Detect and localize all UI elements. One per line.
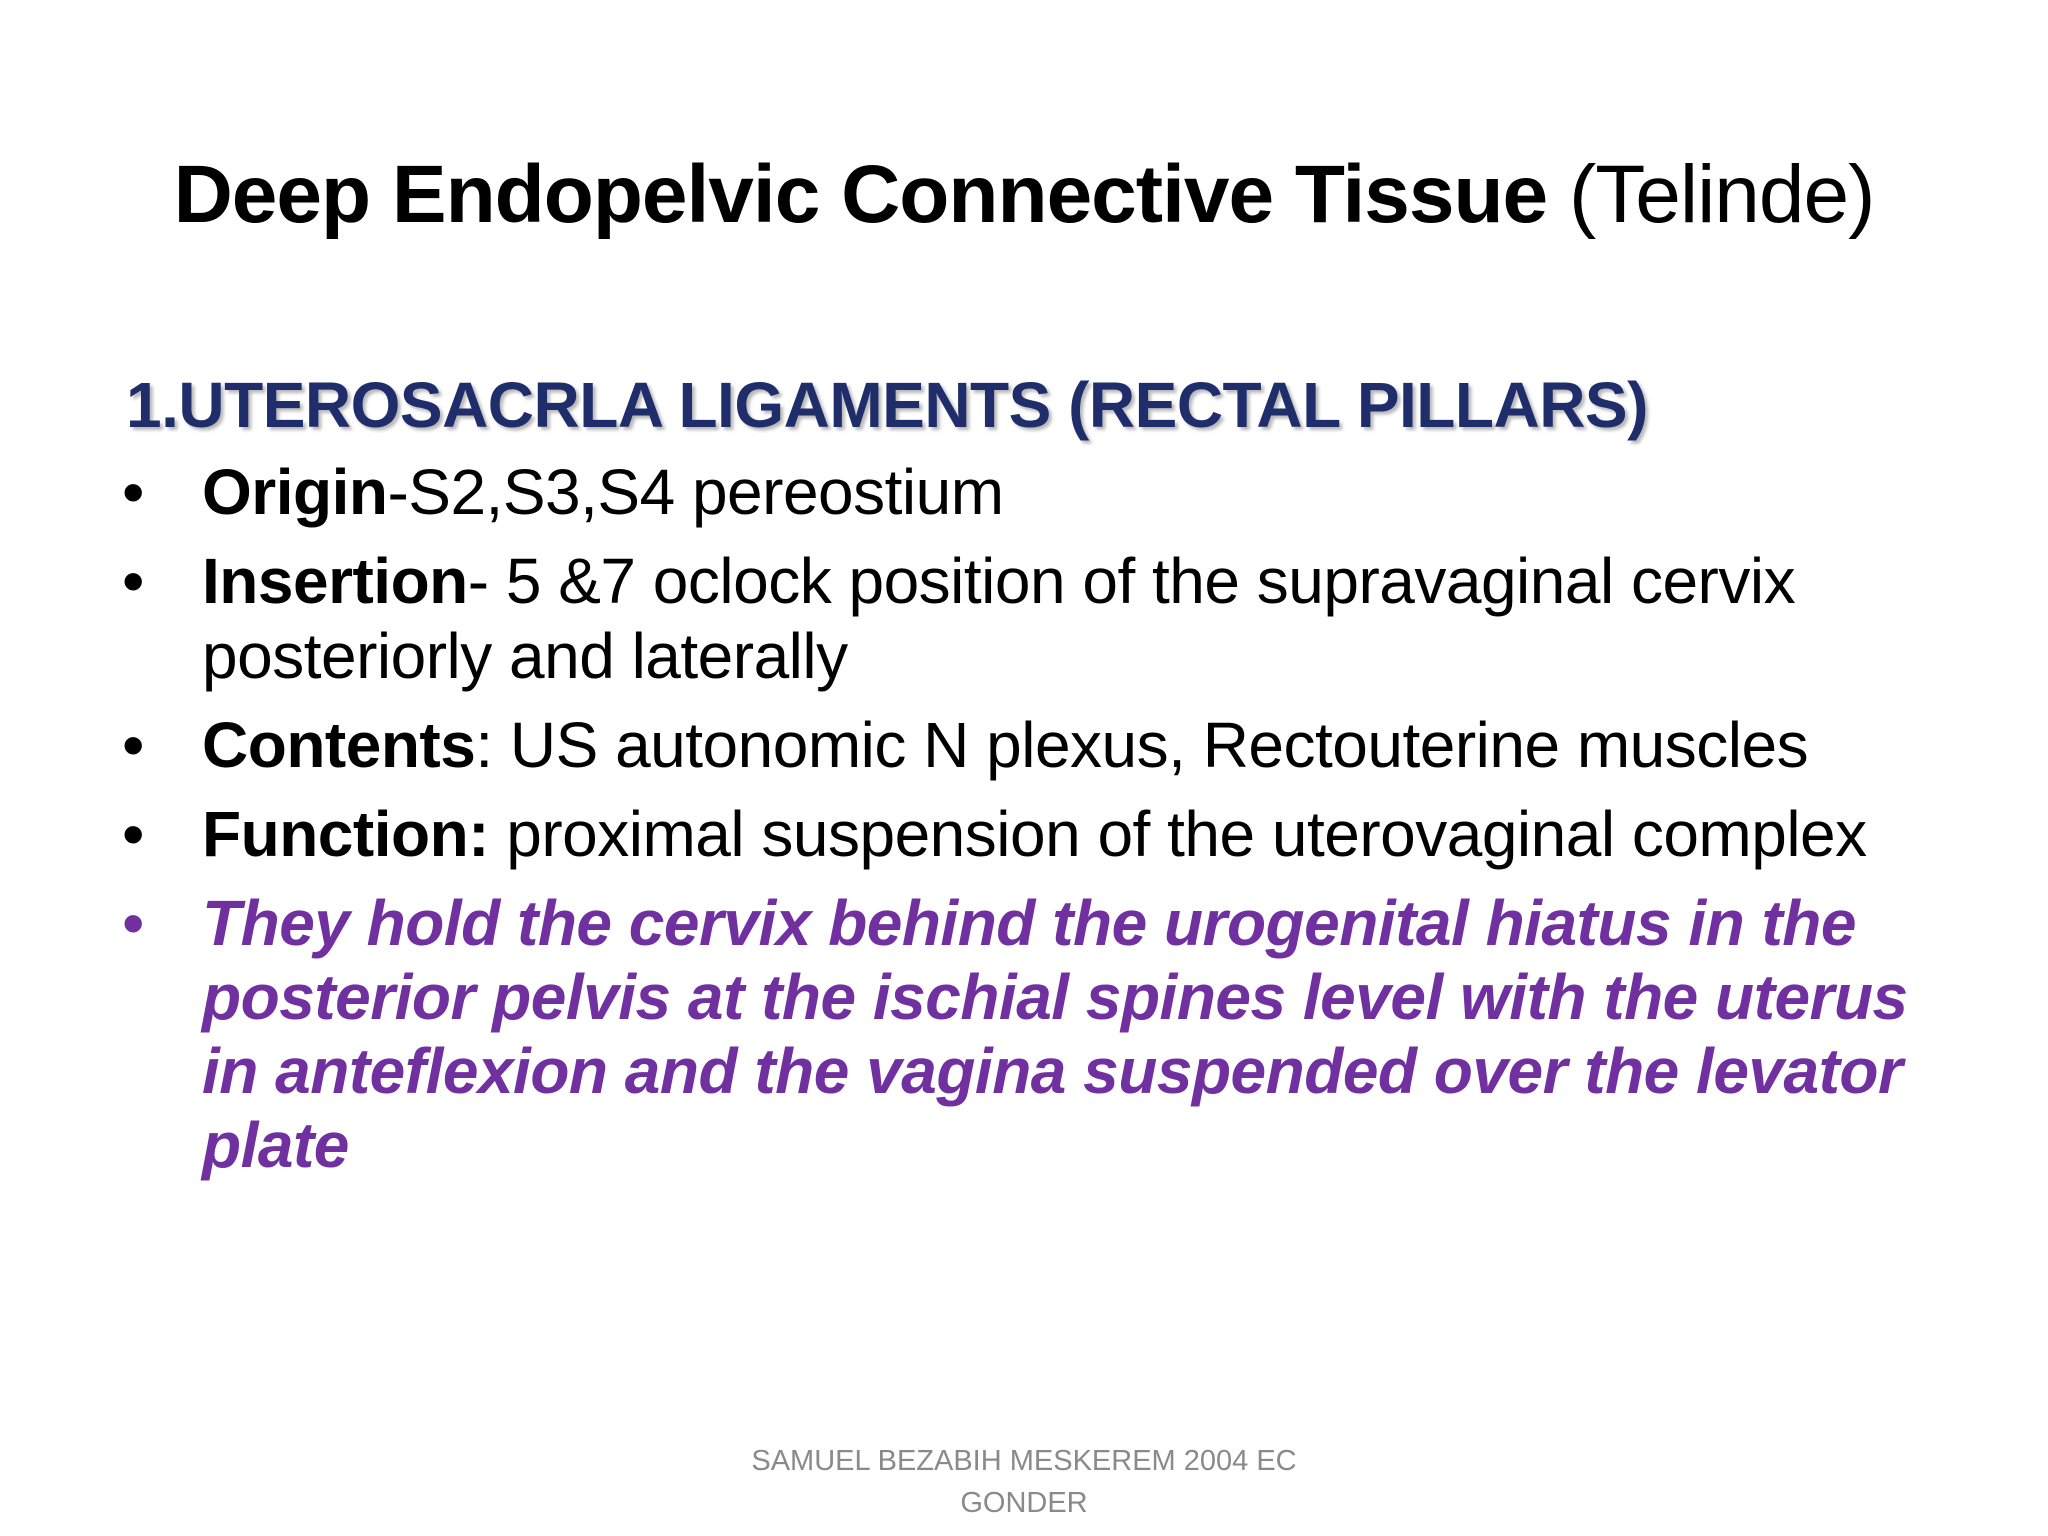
bullet-text: : US autonomic N plexus, Rectouterine muscles bbox=[475, 709, 1809, 781]
bullet-term: Function: bbox=[202, 798, 489, 870]
bullet-marker: • bbox=[122, 798, 144, 870]
bullet-origin bbox=[122, 455, 1952, 530]
bullet-marker: • bbox=[122, 545, 144, 617]
bullet-marker: • bbox=[122, 709, 144, 781]
bullet-term: Contents bbox=[202, 709, 476, 781]
bullet-text: They hold the cervix behind the urogenital hiatus in the posterior pelvis at the ischial spines level with the uterus in anteflexion and the vagina suspended over the levator plate bbox=[202, 887, 1908, 1181]
bullet-text: proximal suspension of the uterovaginal complex bbox=[488, 798, 1867, 870]
bullet-marker: • bbox=[122, 887, 144, 959]
bullet-insertion bbox=[122, 544, 1952, 694]
bullet-term: Insertion bbox=[202, 545, 468, 617]
bullet-list bbox=[122, 455, 1952, 1196]
bullet-contents bbox=[122, 708, 1952, 783]
bullet-text: -S2,S3,S4 pereostium bbox=[387, 456, 1004, 528]
slide-footer bbox=[0, 1440, 2048, 1524]
slide-title bbox=[0, 140, 2048, 250]
bullet-text: - 5 &7 oclock position of the supravaginal cervix posteriorly and laterally bbox=[202, 545, 1796, 692]
title-main: Deep Endopelvic Connective Tissue bbox=[173, 149, 1548, 240]
footer-text: SAMUEL BEZABIH MESKEREM 2004 EC GONDER bbox=[751, 1445, 1297, 1519]
bullet-term: Origin bbox=[202, 456, 388, 528]
bullet-emphasis bbox=[122, 886, 1952, 1182]
bullet-function bbox=[122, 797, 1952, 872]
section-heading: 1.UTEROSACRLA LIGAMENTS (RECTAL PILLARS) bbox=[126, 369, 1648, 441]
bullet-marker: • bbox=[122, 456, 144, 528]
title-source: (Telinde) bbox=[1547, 149, 1875, 240]
